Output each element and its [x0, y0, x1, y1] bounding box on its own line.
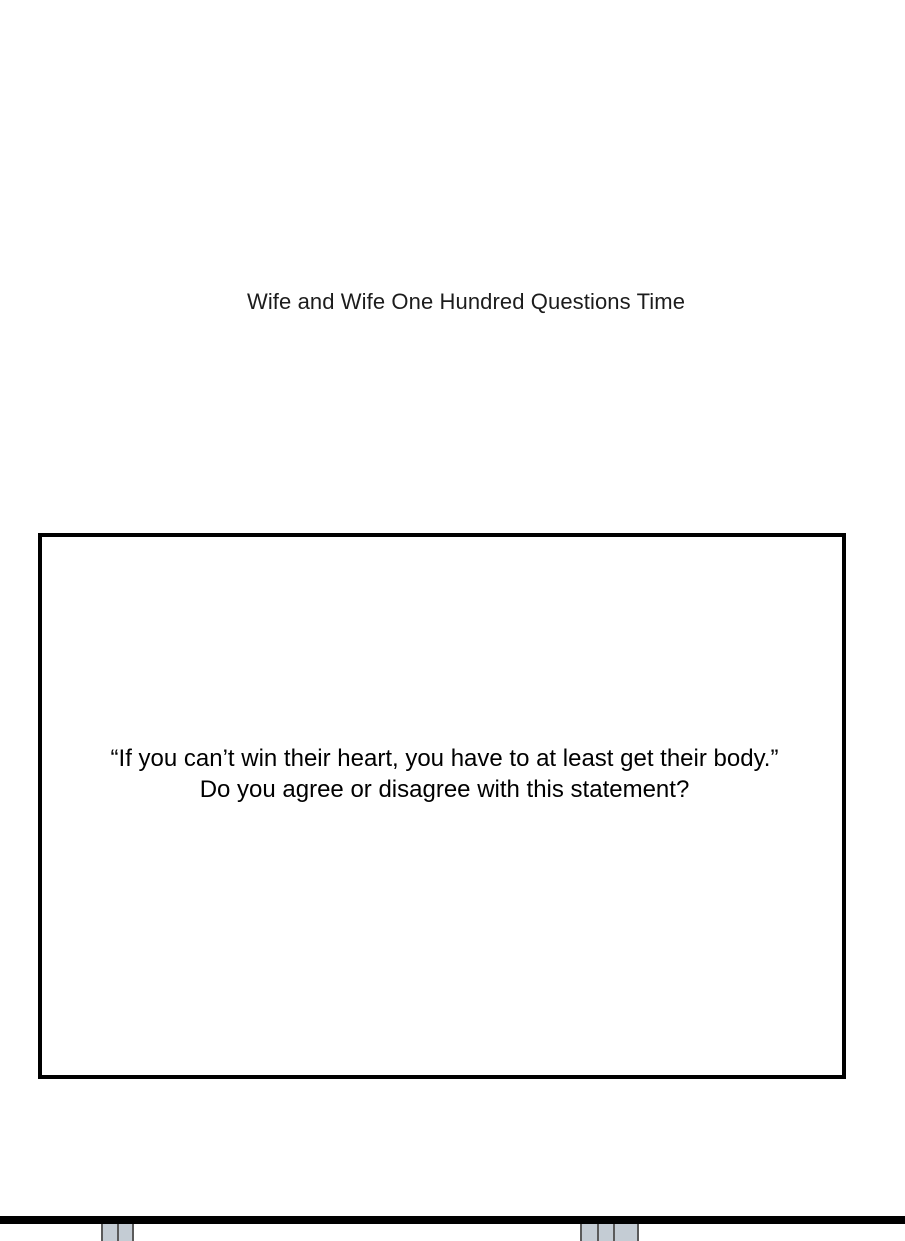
question-text: “If you can’t win their heart, you have to at least get their body.” Do you agree or disagree with this statement?	[110, 745, 779, 803]
left-post-graphic	[101, 1224, 134, 1241]
next-panel-border	[0, 1216, 905, 1224]
page-title: Wife and Wife One Hundred Questions Time	[246, 289, 686, 314]
question-panel	[38, 533, 846, 1079]
right-post-graphic	[580, 1224, 639, 1241]
